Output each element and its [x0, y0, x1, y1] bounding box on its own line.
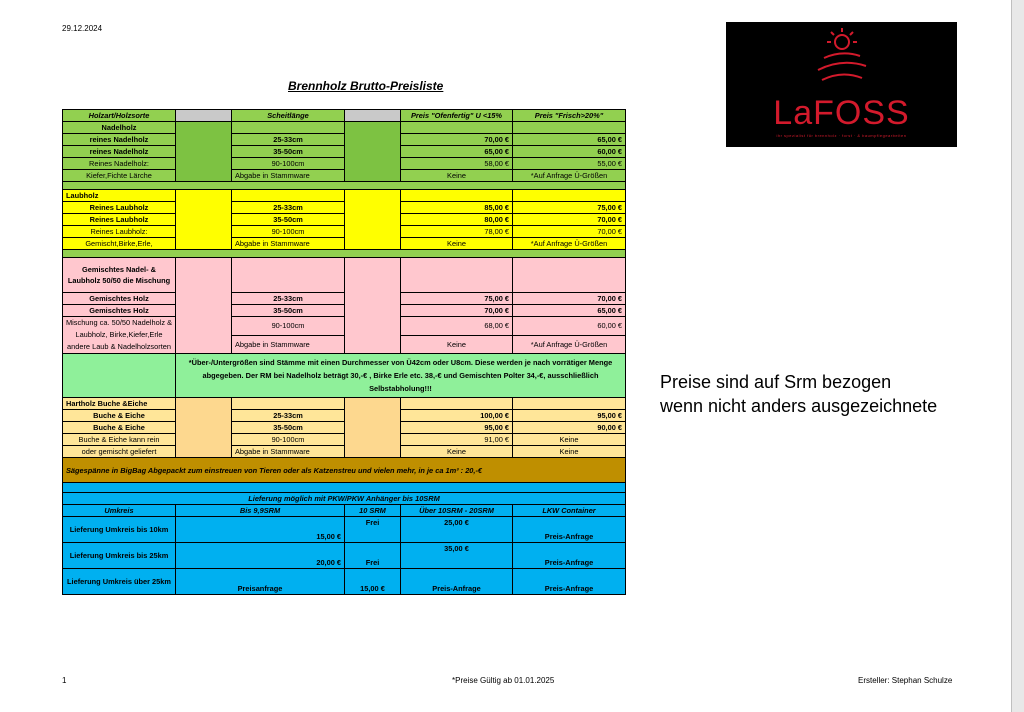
table-row: oder gemischt geliefert Abgabe in Stammware Keine Keine [63, 446, 626, 458]
delivery-title-row [63, 493, 626, 505]
table-row: Buche & Eiche kann rein 90-100cm 91,00 € Keine [63, 434, 626, 446]
spacer-cell [176, 398, 232, 458]
section-title-row [63, 190, 626, 202]
page-title: Brennholz Brutto-Preisliste [288, 79, 444, 93]
logo-tagline: ihr spezialist für brennholz · forst · & baumpflegearbeiten [776, 133, 907, 138]
delivery-row: Lieferung Umkreis über 25km Preisanfrage 15,00 € Preis-Anfrage Preis-Anfrage [63, 569, 626, 595]
author: Ersteller: Stephan Schulze [858, 676, 953, 685]
table-row: Abgabe in Stammware Keine *Auf Anfrage Ü-Größen [63, 335, 626, 354]
header-scheitlaenge: Scheitlänge [232, 110, 345, 122]
table-row: Reines Laubholz 25-33cm 85,00 € 75,00 € [63, 202, 626, 214]
table-row: Buche & Eiche 25-33cm 100,00 € 95,00 € [63, 410, 626, 422]
section-title-row [63, 398, 626, 410]
logo-wordmark: LaFOSS [773, 94, 910, 132]
header-spacer [345, 110, 401, 122]
sawdust-row [63, 458, 626, 483]
header-price-dry: Preis "Ofenfertig" U <15% [401, 110, 513, 122]
table-row: Gemischtes Holz 35-50cm 70,00 € 65,00 € [63, 305, 626, 317]
table-row: Kiefer,Fichte Lärche Abgabe in Stammware Keine *Auf Anfrage Ü-Größen [63, 170, 626, 182]
table-row: Reines Laubholz: 90-100cm 78,00 € 70,00 € [63, 226, 626, 238]
spacer-cell [176, 190, 232, 250]
header-price-fresh: Preis "Frisch>20%" [513, 110, 626, 122]
delivery-header: Umkreis Bis 9,9SRM 10 SRM Über 10SRM - 20SRM LKW Container [63, 505, 626, 517]
table-header [63, 110, 626, 122]
page-number: 1 [62, 676, 67, 685]
spacer-cell [345, 122, 401, 182]
spacer-cell [345, 258, 401, 354]
table-row: reines Nadelholz 25-33cm 70,00 € 65,00 € [63, 134, 626, 146]
section-title-hartholz: Hartholz Buche &Eiche [63, 398, 176, 410]
delivery-row: Lieferung Umkreis bis 10km 15,00 € Frei 25,00 € Preis-Anfrage [63, 517, 626, 543]
table-row: Reines Nadelholz: 90-100cm 58,00 € 55,00 € [63, 158, 626, 170]
document-date: 29.12.2024 [62, 24, 103, 33]
validity-note: *Preise Gültig ab 01.01.2025 [452, 676, 555, 685]
table-row: Buche & Eiche 35-50cm 95,00 € 90,00 € [63, 422, 626, 434]
srm-note-line-1: Preise sind auf Srm bezogen [660, 372, 892, 392]
srm-note-line-2: wenn nicht anders ausgezeichnete [660, 396, 938, 416]
table-row: reines Nadelholz 35-50cm 65,00 € 60,00 € [63, 146, 626, 158]
section-title-laubholz: Laubholz [63, 190, 176, 202]
table-row: Mischung ca. 50/50 Nadelholz & Laubholz, Birke,Kiefer,Erle andere Laub & Nadelholzsorten 90-100cm 68,00 € 60,00 € [63, 317, 626, 336]
spacer-cell [345, 398, 401, 458]
mix-description: Mischung ca. 50/50 Nadelholz & Laubholz, Birke,Kiefer,Erle andere Laub & Nadelholzsorten [63, 317, 176, 354]
section-title-gemischt: Gemischtes Nadel- & Laubholz 50/50 die Mischung [63, 258, 176, 293]
section-title-row [63, 122, 626, 134]
delivery-title: Lieferung möglich mit PKW/PKW Anhänger bis 10SRM [63, 493, 626, 505]
delivery-row: Lieferung Umkreis bis 25km 20,00 € Frei 35,00 € Preis-Anfrage [63, 543, 626, 569]
section-title-nadelholz: Nadelholz [63, 122, 176, 134]
header-spacer [176, 110, 232, 122]
price-table [62, 109, 625, 595]
section-title-row [63, 258, 626, 293]
table-row: Gemischtes Holz 25-33cm 75,00 € 70,00 € [63, 293, 626, 305]
oversize-note-row [63, 354, 626, 398]
spacer-cell [345, 190, 401, 250]
srm-note [660, 370, 937, 418]
oversize-note: *Über-/Untergrößen sind Stämme mit einen Durchmesser von Ü42cm oder U8cm. Diese werden je nach vorrätiger Menge abgegeben. Der RM bei Nadelholz beträgt 30,-€ , Birke Erle etc. 38,-€ und Gemischten Polter 34,-€, ausschließlich Selbstabholung!!! [176, 354, 626, 398]
header-holzart: Holzart/Holzsorte [63, 110, 176, 122]
table-row: Gemischt,Birke,Erle, Abgabe in Stammware Keine *Auf Anfrage Ü-Größen [63, 238, 626, 250]
company-logo [726, 22, 957, 147]
spacer-cell [176, 258, 232, 354]
table-row: Reines Laubholz 35-50cm 80,00 € 70,00 € [63, 214, 626, 226]
sawdust-note: Sägespänne in BigBag Abgepackt zum einstreuen von Tieren oder als Katzenstreu und vielen mehr, in je ca 1m³ : 20,-€ [63, 458, 626, 483]
spacer-cell [176, 122, 232, 182]
page-edge [1011, 0, 1024, 712]
